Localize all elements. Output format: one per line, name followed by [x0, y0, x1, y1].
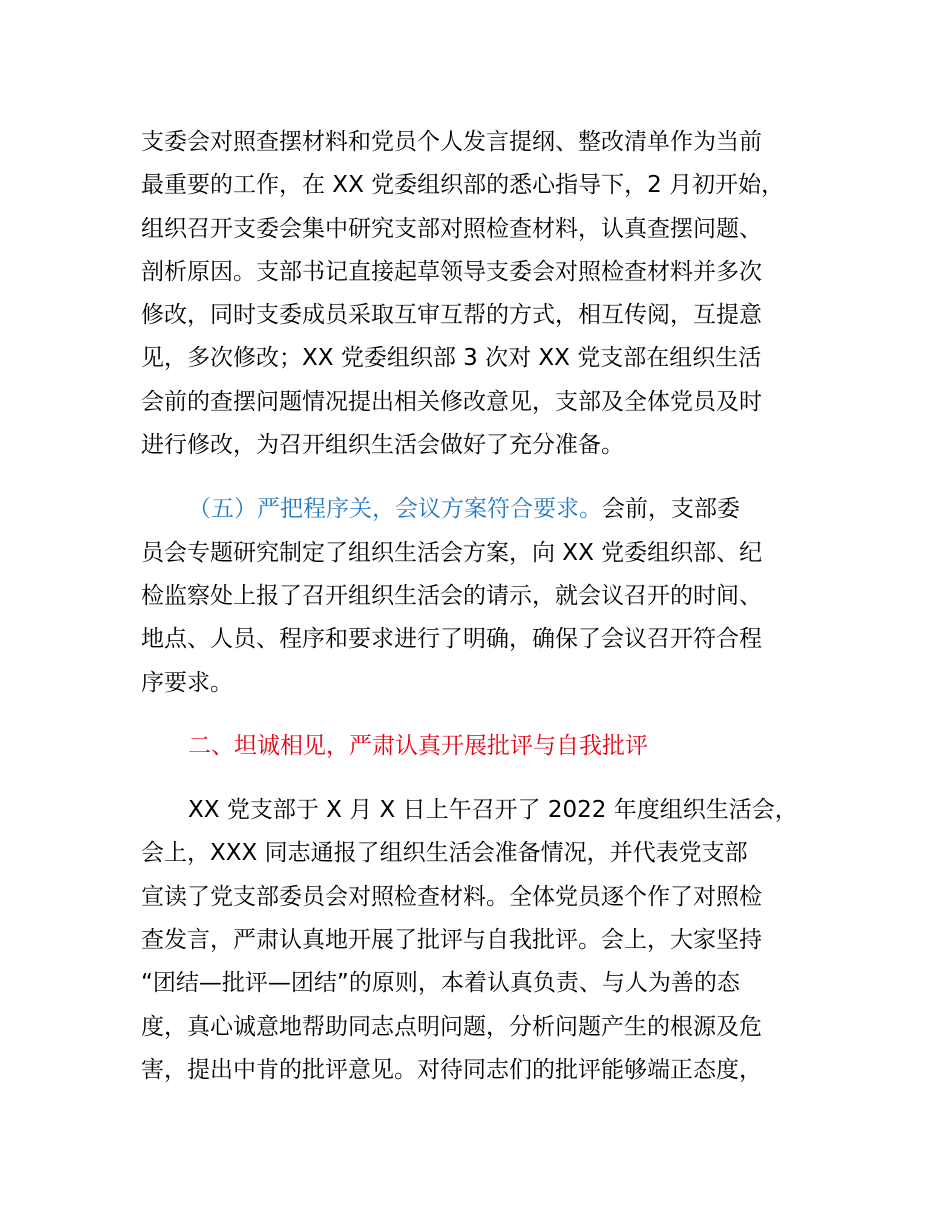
paragraph-line: 支委会对照查摆材料和党员个人发言提纲、整改清单作为当前	[141, 129, 762, 155]
paragraph-first-line	[141, 488, 831, 531]
paragraph-procedure	[141, 488, 831, 704]
paragraph-line: 最重要的工作，在 XX 党委组织部的悉心指导下，2 月初开始，	[141, 172, 785, 199]
paragraph-line: 地点、人员、程序和要求进行了明确，确保了会议召开符合程	[141, 626, 762, 653]
paragraph-line: “团结—批评—团结”的原则，本着认真负责、与人为善的态	[141, 970, 740, 997]
paragraph-line: 会前的查摆问题情况提出相关修改意见，支部及全体党员及时	[141, 388, 762, 415]
paragraph-line: 进行修改，为召开组织生活会做好了充分准备。	[141, 432, 624, 459]
paragraph-line: 序要求。	[141, 669, 233, 696]
paragraph-spacer	[141, 768, 831, 789]
paragraph-line: 剖析原因。支部书记直接起草领导支委会对照检查材料并多次	[141, 258, 762, 285]
paragraph-line: 检监察处上报了召开组织生活会的请示，就会议召开的时间、	[141, 582, 762, 609]
paragraph-line: 会上，XXX 同志通报了组织生活会准备情况，并代表党支部	[141, 840, 748, 867]
paragraph-line: 查发言，严肃认真地开展了批评与自我批评。会上，大家坚持	[141, 927, 762, 954]
paragraph-line: 员会专题研究制定了组织生活会方案，向 XX 党委组织部、纪	[141, 539, 763, 566]
paragraph-spacer	[141, 467, 831, 488]
paragraph-meeting	[141, 789, 831, 1092]
paragraph-spacer	[141, 705, 831, 725]
paragraph-line: 见，多次修改；XX 党委组织部 3 次对 XX 党支部在组织生活	[141, 345, 762, 372]
paragraph-line: 组织召开支委会集中研究支部对照检查材料，认真查摆问题、	[141, 215, 762, 242]
paragraph-line: 度，真心诚意地帮助同志点明问题，分析问题产生的根源及危	[141, 1013, 762, 1040]
paragraph-preparation	[141, 121, 831, 467]
document-body	[141, 121, 831, 1092]
section-heading: 二、坦诚相见，严肃认真开展批评与自我批评	[188, 732, 648, 759]
paragraph-line: 修改，同时支委成员采取互审互帮的方式，相互传阅，互提意	[141, 302, 762, 329]
paragraph-text: 会前，支部委	[602, 496, 740, 523]
paragraph-line: 宣读了党支部委员会对照检查材料。全体党员逐个作了对照检	[141, 883, 762, 910]
paragraph-line: 害，提出中肯的批评意见。对待同志们的批评能够端正态度，	[141, 1056, 762, 1083]
paragraph-first-line: XX 党支部于 X 月 X 日上午召开了 2022 年度组织生活会，	[188, 797, 798, 824]
subsection-heading: （五）严把程序关，会议方案符合要求。	[188, 496, 602, 523]
